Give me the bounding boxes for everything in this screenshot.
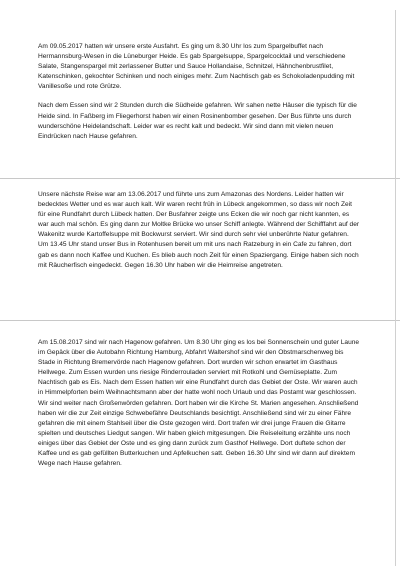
section-divider (0, 320, 400, 321)
paragraph: Am 15.08.2017 sind wir nach Hagenow gefahren. Um 8.30 Uhr ging es los bei Sonnenschein und guter Laune im Gepäck über die Autobahn Richtung Hamburg, Abfahrt Waltershof sind wir den Obstmarschenweg bis Stade in Richtung Bremervörde nach Hagenow gefahren. Dort wurden wir schon erwartet im Gasthaus Hellwege. Zum Essen wurden uns riesige Rinderrouladen serviert mit Rotkohl und Gemüseplatte. Zum Nachtisch gab es Eis. Nach dem Essen hatten wir eine Rundfahrt durch das Gebiet der Oste. Wir waren auch in Himmelpforten beim Weihnachtsmann aber der hatte wohl noch Urlaub und das Postamt war geschlossen. Wir sind weiter nach Großenwörden gefahren. Dort haben wir die Kirche St. Marien angesehen. Anschließend haben wir die zur Zeit einzige Schwebefähre Deutschlands besichtigt. Anschließend sind wir zu einer Fähre gefahren die mit einem Stahlseil über die Oste gezogen wird. Dort trafen wir drei junge Frauen die Gitarre spielten und deutsches Liedgut sangen. Wir haben gleich mitgesungen. Die Reiseleitung erzählte uns noch einiges über das Gebiet der Oste und es ging dann zurück zum Gasthof Hellwege. Dort duftete schon der Kaffee und es gab gefüllten Butterkuchen und Apfelkuchen satt. Geben 16.30 Uhr sind wir dann auf direktem Wege nach Hause gefahren. (38, 339, 360, 468)
section-divider (0, 178, 400, 179)
trip-section-spargelbuffet (38, 42, 360, 142)
scan-edge-mark (395, 10, 396, 566)
trip-section-amazonas-des-nordens (38, 190, 360, 271)
paragraph: Am 09.05.2017 hatten wir unsere erste Ausfahrt. Es ging um 8.30 Uhr los zum Spargelbuffet nach Hermannsburg-Wesen in die Lüneburger Heide. Es gab Spargelsuppe, Spargelcocktail und verschiedene Salate, Stangenspargel mit zerlassener Butter und Sauce Hollandaise, Schnitzel, Hähnchenbrustfilet, Katenschinken, gekochter Schinken und noch einiges mehr. Zum Nachtisch gab es Schokoladenpudding mit Vanillesoße und rote Grütze. (38, 43, 355, 91)
trip-section-hagenow (38, 338, 360, 469)
paragraph: Nach dem Essen sind wir 2 Stunden durch die Südheide gefahren. Wir sahen nette Häuser die typisch für die Heide sind. In Faßberg im Fliegerhorst haben wir einen Rosinenbomber gesehen. Der Bus führte uns durch wunderschöne Heidelandschaft. Leider war es recht kalt und bedeckt. Wir sind dann mit vielen neuen Eindrücken nach Hause gefahren. (38, 102, 357, 140)
paragraph: Unsere nächste Reise war am 13.06.2017 und führte uns zum Amazonas des Nordens. Leider hatten wir bedecktes Wetter und es war auch kalt. Wir waren recht früh in Lübeck angekommen, so dass wir noch Zeit für eine Rundfahrt durch Lübeck hatten. Der Busfahrer zeigte uns Ecken die wir noch gar nicht kannten, es war auch mal schön. Es ging dann zur Moltke Brücke wo unser Schiff anlegte. Während der Schifffahrt auf der Wakenitz wurde Kartoffelsuppe mit Bockwurst serviert. Wir sind durch sehr viel unberührte Natur gefahren. Um 13.45 Uhr stand unser Bus in Rotenhusen bereit um mit uns nach Ratzeburg in ein Cafe zu fahren, dort gab es dann noch Kaffee und Kuchen. Es blieb auch noch Zeit für einen Spaziergang. Einige haben sich noch mit Räucherfisch eingedeckt. Gegen 16.30 Uhr haben wir die Heimreise angetreten. (38, 191, 360, 269)
